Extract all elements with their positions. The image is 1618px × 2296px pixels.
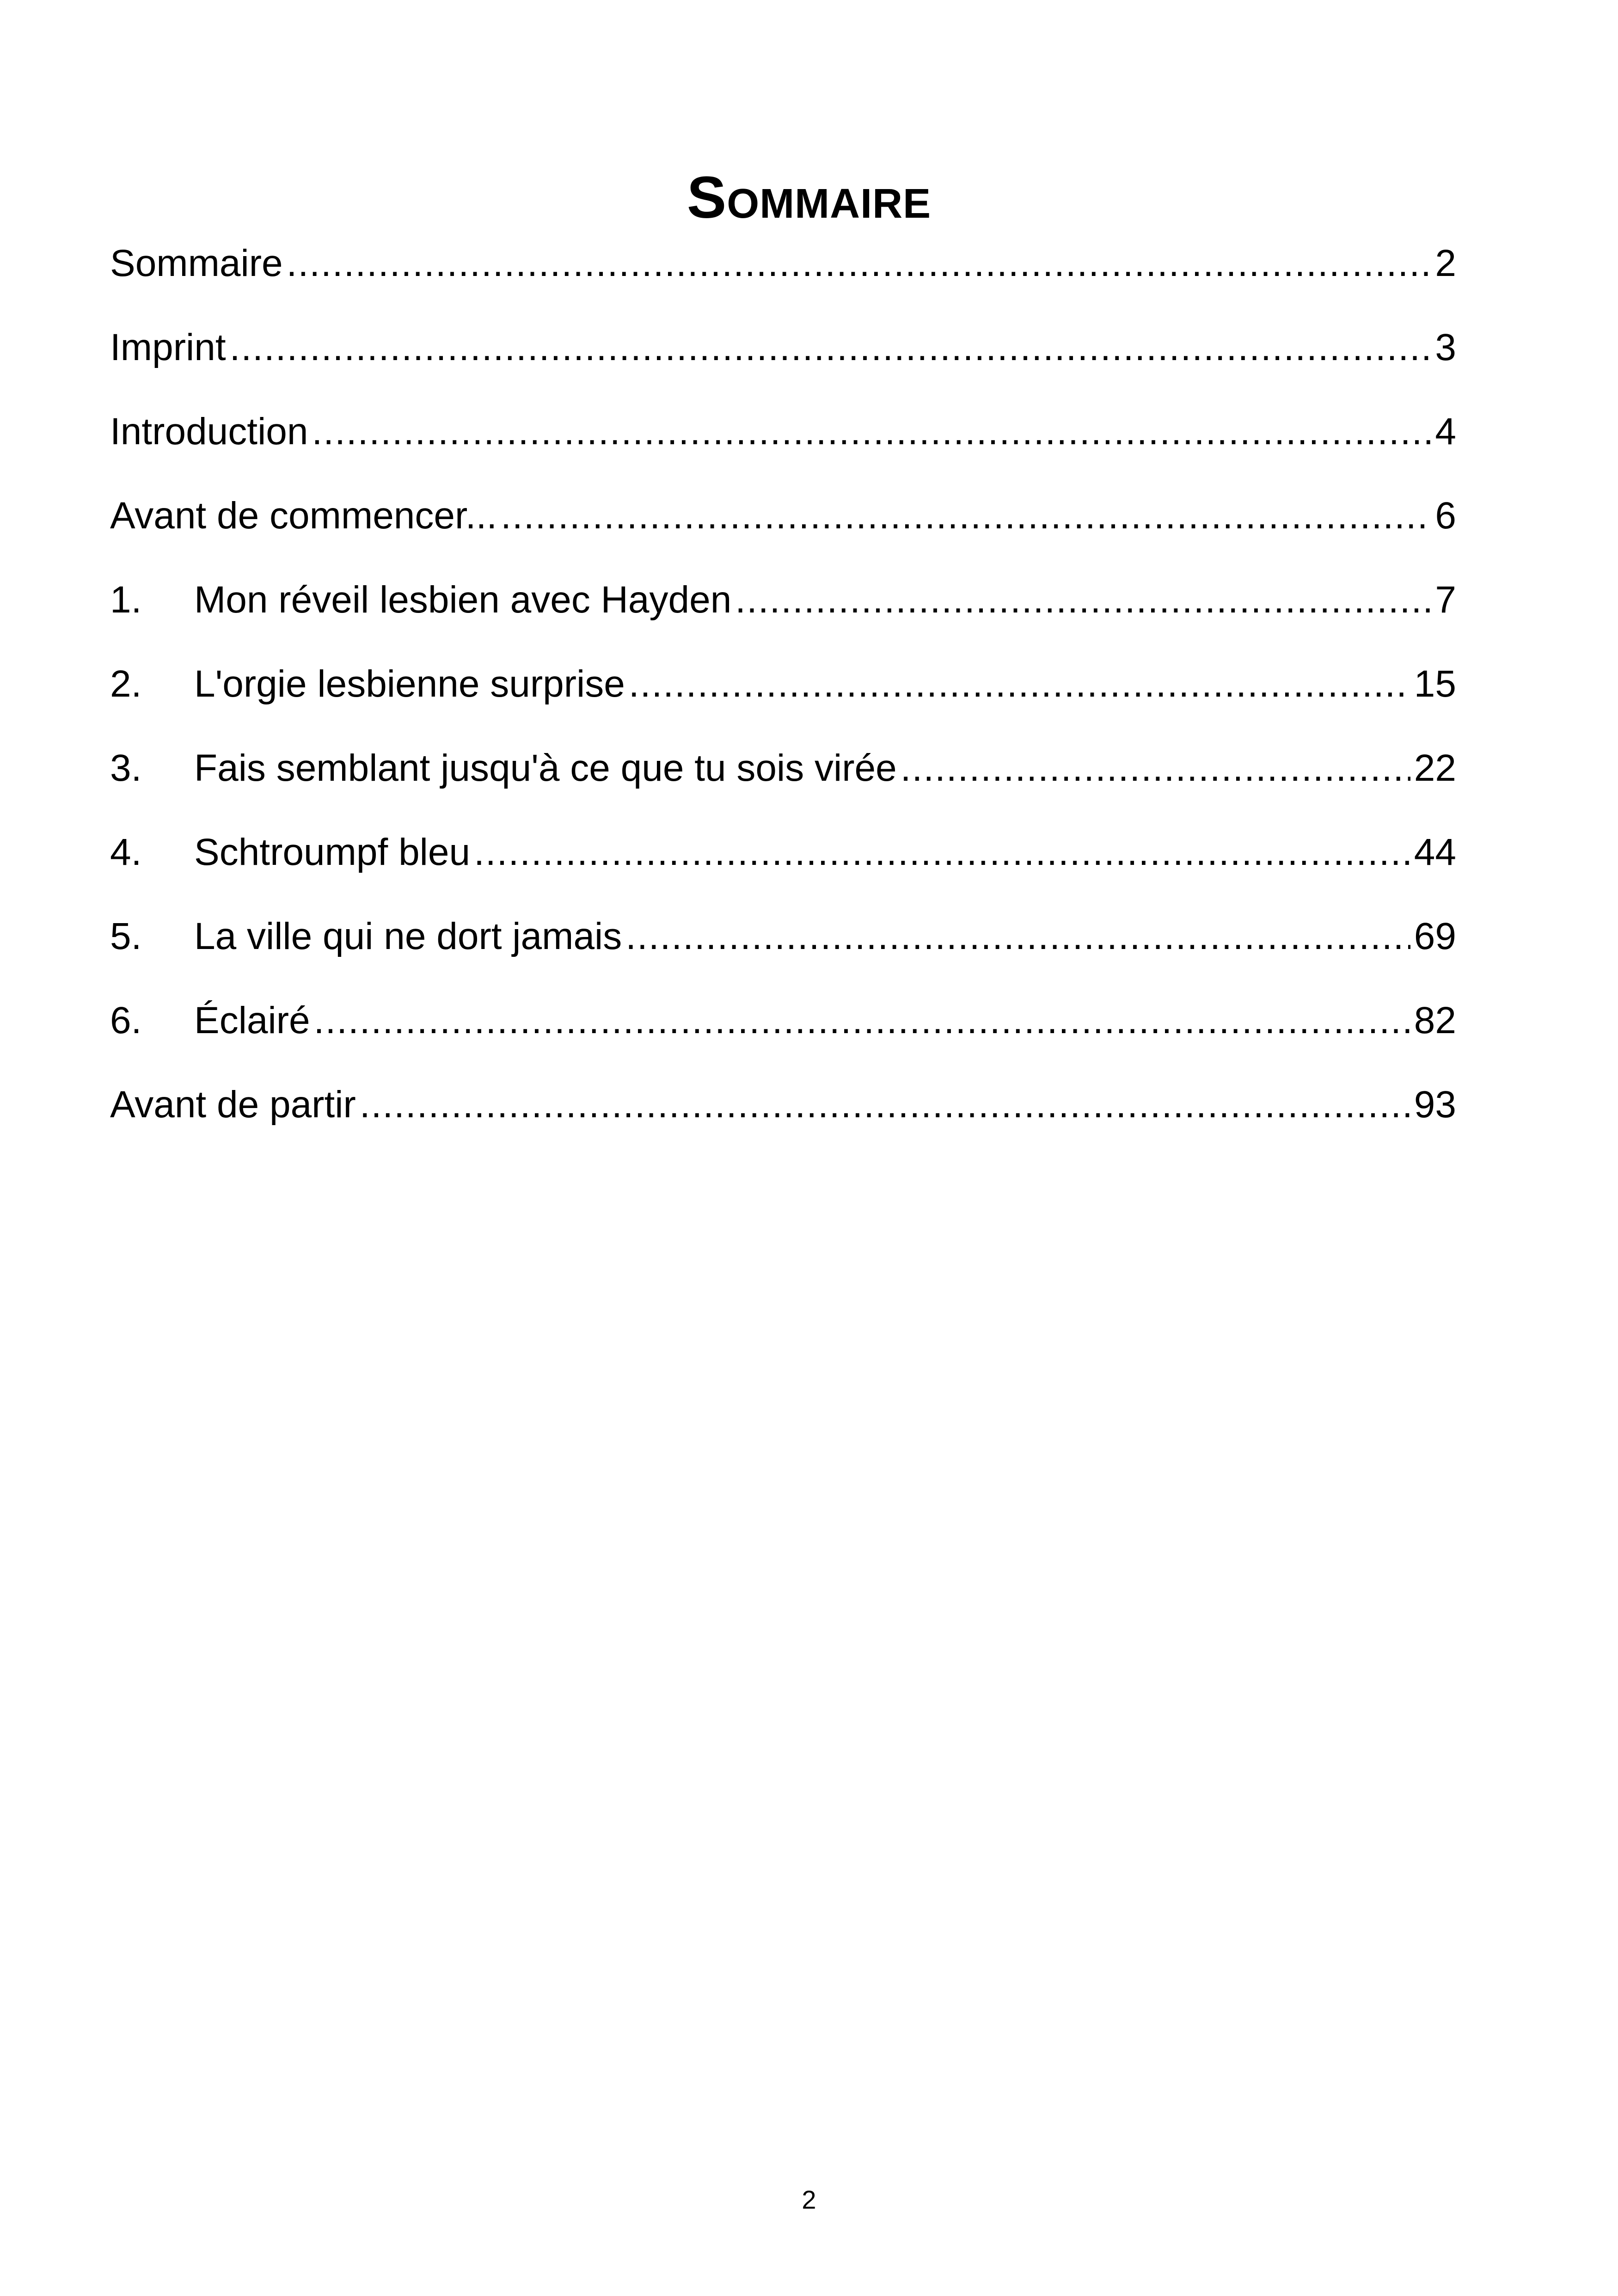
- toc-entry-chapter-2[interactable]: [110, 661, 1456, 745]
- toc-entry-page: 15: [1414, 663, 1456, 705]
- toc-entry-label: Sommaire: [110, 242, 283, 284]
- toc-entry-label: Schtroumpf bleu: [194, 831, 471, 873]
- toc-dot-leader: [314, 998, 1410, 1044]
- toc-entry-label: L'orgie lesbienne surprise: [194, 663, 625, 705]
- toc-entry-page: 22: [1414, 747, 1456, 789]
- toc-entry-label: Fais semblant jusqu'à ce que tu sois virée: [194, 747, 897, 789]
- toc-entry-number: 5.: [110, 915, 142, 957]
- toc-entry-introduction[interactable]: [110, 409, 1456, 493]
- toc-entry-avant-de-commencer[interactable]: [110, 493, 1456, 577]
- toc-dot-leader: [230, 325, 1432, 371]
- toc-entry-number: 4.: [110, 831, 142, 873]
- table-of-contents: [110, 240, 1456, 1166]
- toc-entry-chapter-3[interactable]: [110, 745, 1456, 829]
- toc-entry-number: 2.: [110, 663, 142, 705]
- toc-dot-leader: [474, 829, 1410, 876]
- toc-dot-leader: [312, 409, 1432, 455]
- page-number: 2: [802, 2185, 816, 2214]
- toc-entry-label: Mon réveil lesbien avec Hayden: [194, 579, 732, 621]
- toc-entry-page: 3: [1435, 326, 1456, 368]
- toc-entry-page: 7: [1435, 579, 1456, 621]
- toc-entry-page: 44: [1414, 831, 1456, 873]
- toc-entry-page: 69: [1414, 915, 1456, 957]
- toc-entry-label: Éclairé: [194, 999, 310, 1041]
- toc-entry-imprint[interactable]: [110, 325, 1456, 409]
- toc-entry-number: 1.: [110, 579, 142, 621]
- toc-entry-label: Avant de partir: [110, 1084, 356, 1126]
- toc-dot-leader: [629, 661, 1410, 707]
- page-title: Sommaire: [686, 164, 932, 231]
- toc-entry-page: 2: [1435, 242, 1456, 284]
- toc-entry-number: 6.: [110, 999, 142, 1041]
- toc-entry-chapter-4[interactable]: [110, 829, 1456, 913]
- toc-dot-leader: [360, 1082, 1410, 1128]
- toc-entry-number: 3.: [110, 747, 142, 789]
- toc-entry-avant-de-partir[interactable]: [110, 1082, 1456, 1166]
- toc-entry-label: Introduction: [110, 410, 308, 453]
- toc-entry-page: 4: [1435, 410, 1456, 453]
- toc-entry-sommaire[interactable]: [110, 240, 1456, 325]
- toc-dot-leader: [735, 577, 1431, 623]
- toc-entry-chapter-1[interactable]: [110, 577, 1456, 661]
- toc-entry-chapter-6[interactable]: [110, 998, 1456, 1082]
- toc-entry-page: 93: [1414, 1084, 1456, 1126]
- toc-dot-leader: [287, 240, 1432, 287]
- toc-entry-page: 6: [1435, 495, 1456, 537]
- toc-entry-page: 82: [1414, 999, 1456, 1041]
- toc-dot-leader: [501, 493, 1431, 539]
- toc-entry-label: Avant de commencer...: [110, 495, 497, 537]
- toc-entry-chapter-5[interactable]: [110, 913, 1456, 998]
- toc-dot-leader: [625, 913, 1410, 960]
- toc-dot-leader: [901, 745, 1410, 791]
- toc-entry-label: La ville qui ne dort jamais: [194, 915, 622, 957]
- toc-entry-label: Imprint: [110, 326, 226, 368]
